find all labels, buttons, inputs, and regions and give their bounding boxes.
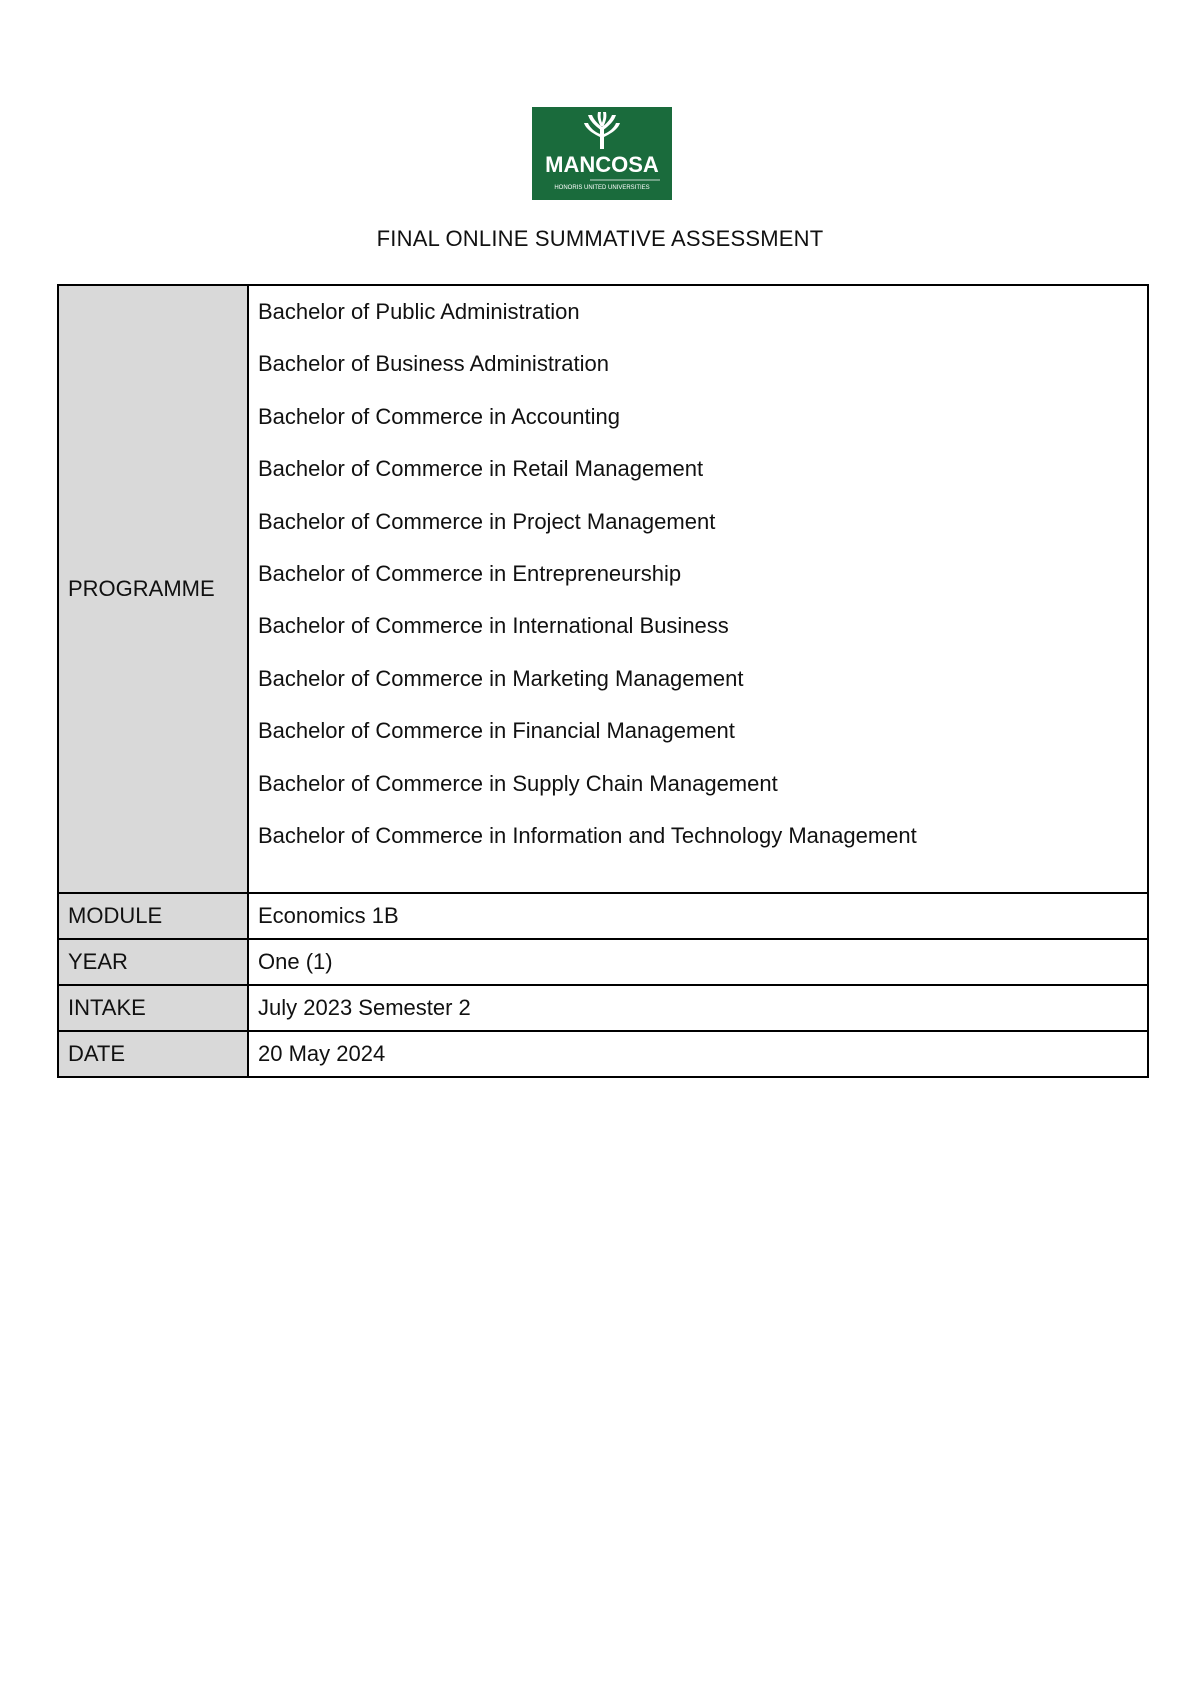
module-value: Economics 1B — [248, 893, 1148, 939]
programme-item: Bachelor of Commerce in Project Management — [258, 508, 716, 534]
programme-list-cell — [248, 285, 1148, 893]
programme-item: Bachelor of Commerce in International Business — [258, 613, 729, 639]
intake-label: INTAKE — [58, 985, 248, 1031]
mancosa-logo — [532, 107, 672, 200]
programme-item: Bachelor of Business Administration — [258, 351, 609, 377]
assessment-info-table — [57, 284, 1149, 1078]
programme-label: PROGRAMME — [58, 285, 248, 893]
date-value: 20 May 2024 — [248, 1031, 1148, 1077]
year-label: YEAR — [58, 939, 248, 985]
date-row — [58, 1031, 1148, 1077]
programme-row — [58, 285, 1148, 893]
year-row — [58, 939, 1148, 985]
programme-item: Bachelor of Commerce in Retail Management — [258, 456, 704, 482]
logo-subtext: HONORIS UNITED UNIVERSITIES — [554, 185, 650, 191]
tree-emblem-icon — [584, 112, 620, 149]
programme-item: Bachelor of Commerce in Supply Chain Management — [258, 770, 778, 796]
logo-wordmark: MANCOSA — [545, 152, 659, 177]
programme-item: Bachelor of Commerce in Entrepreneurship — [258, 560, 682, 586]
programme-item: Bachelor of Commerce in Information and Technology Management — [258, 822, 917, 848]
programme-item: Bachelor of Commerce in Accounting — [258, 403, 620, 429]
date-label: DATE — [58, 1031, 248, 1077]
year-value: One (1) — [248, 939, 1148, 985]
programme-list — [258, 286, 1138, 892]
intake-row — [58, 985, 1148, 1031]
intake-value: July 2023 Semester 2 — [248, 985, 1148, 1031]
module-label: MODULE — [58, 893, 248, 939]
document-title: FINAL ONLINE SUMMATIVE ASSESSMENT — [376, 226, 824, 251]
programme-item: Bachelor of Commerce in Financial Management — [258, 718, 735, 744]
module-row — [58, 893, 1148, 939]
programme-item: Bachelor of Commerce in Marketing Management — [258, 665, 744, 691]
programme-item: Bachelor of Public Administration — [258, 299, 580, 324]
